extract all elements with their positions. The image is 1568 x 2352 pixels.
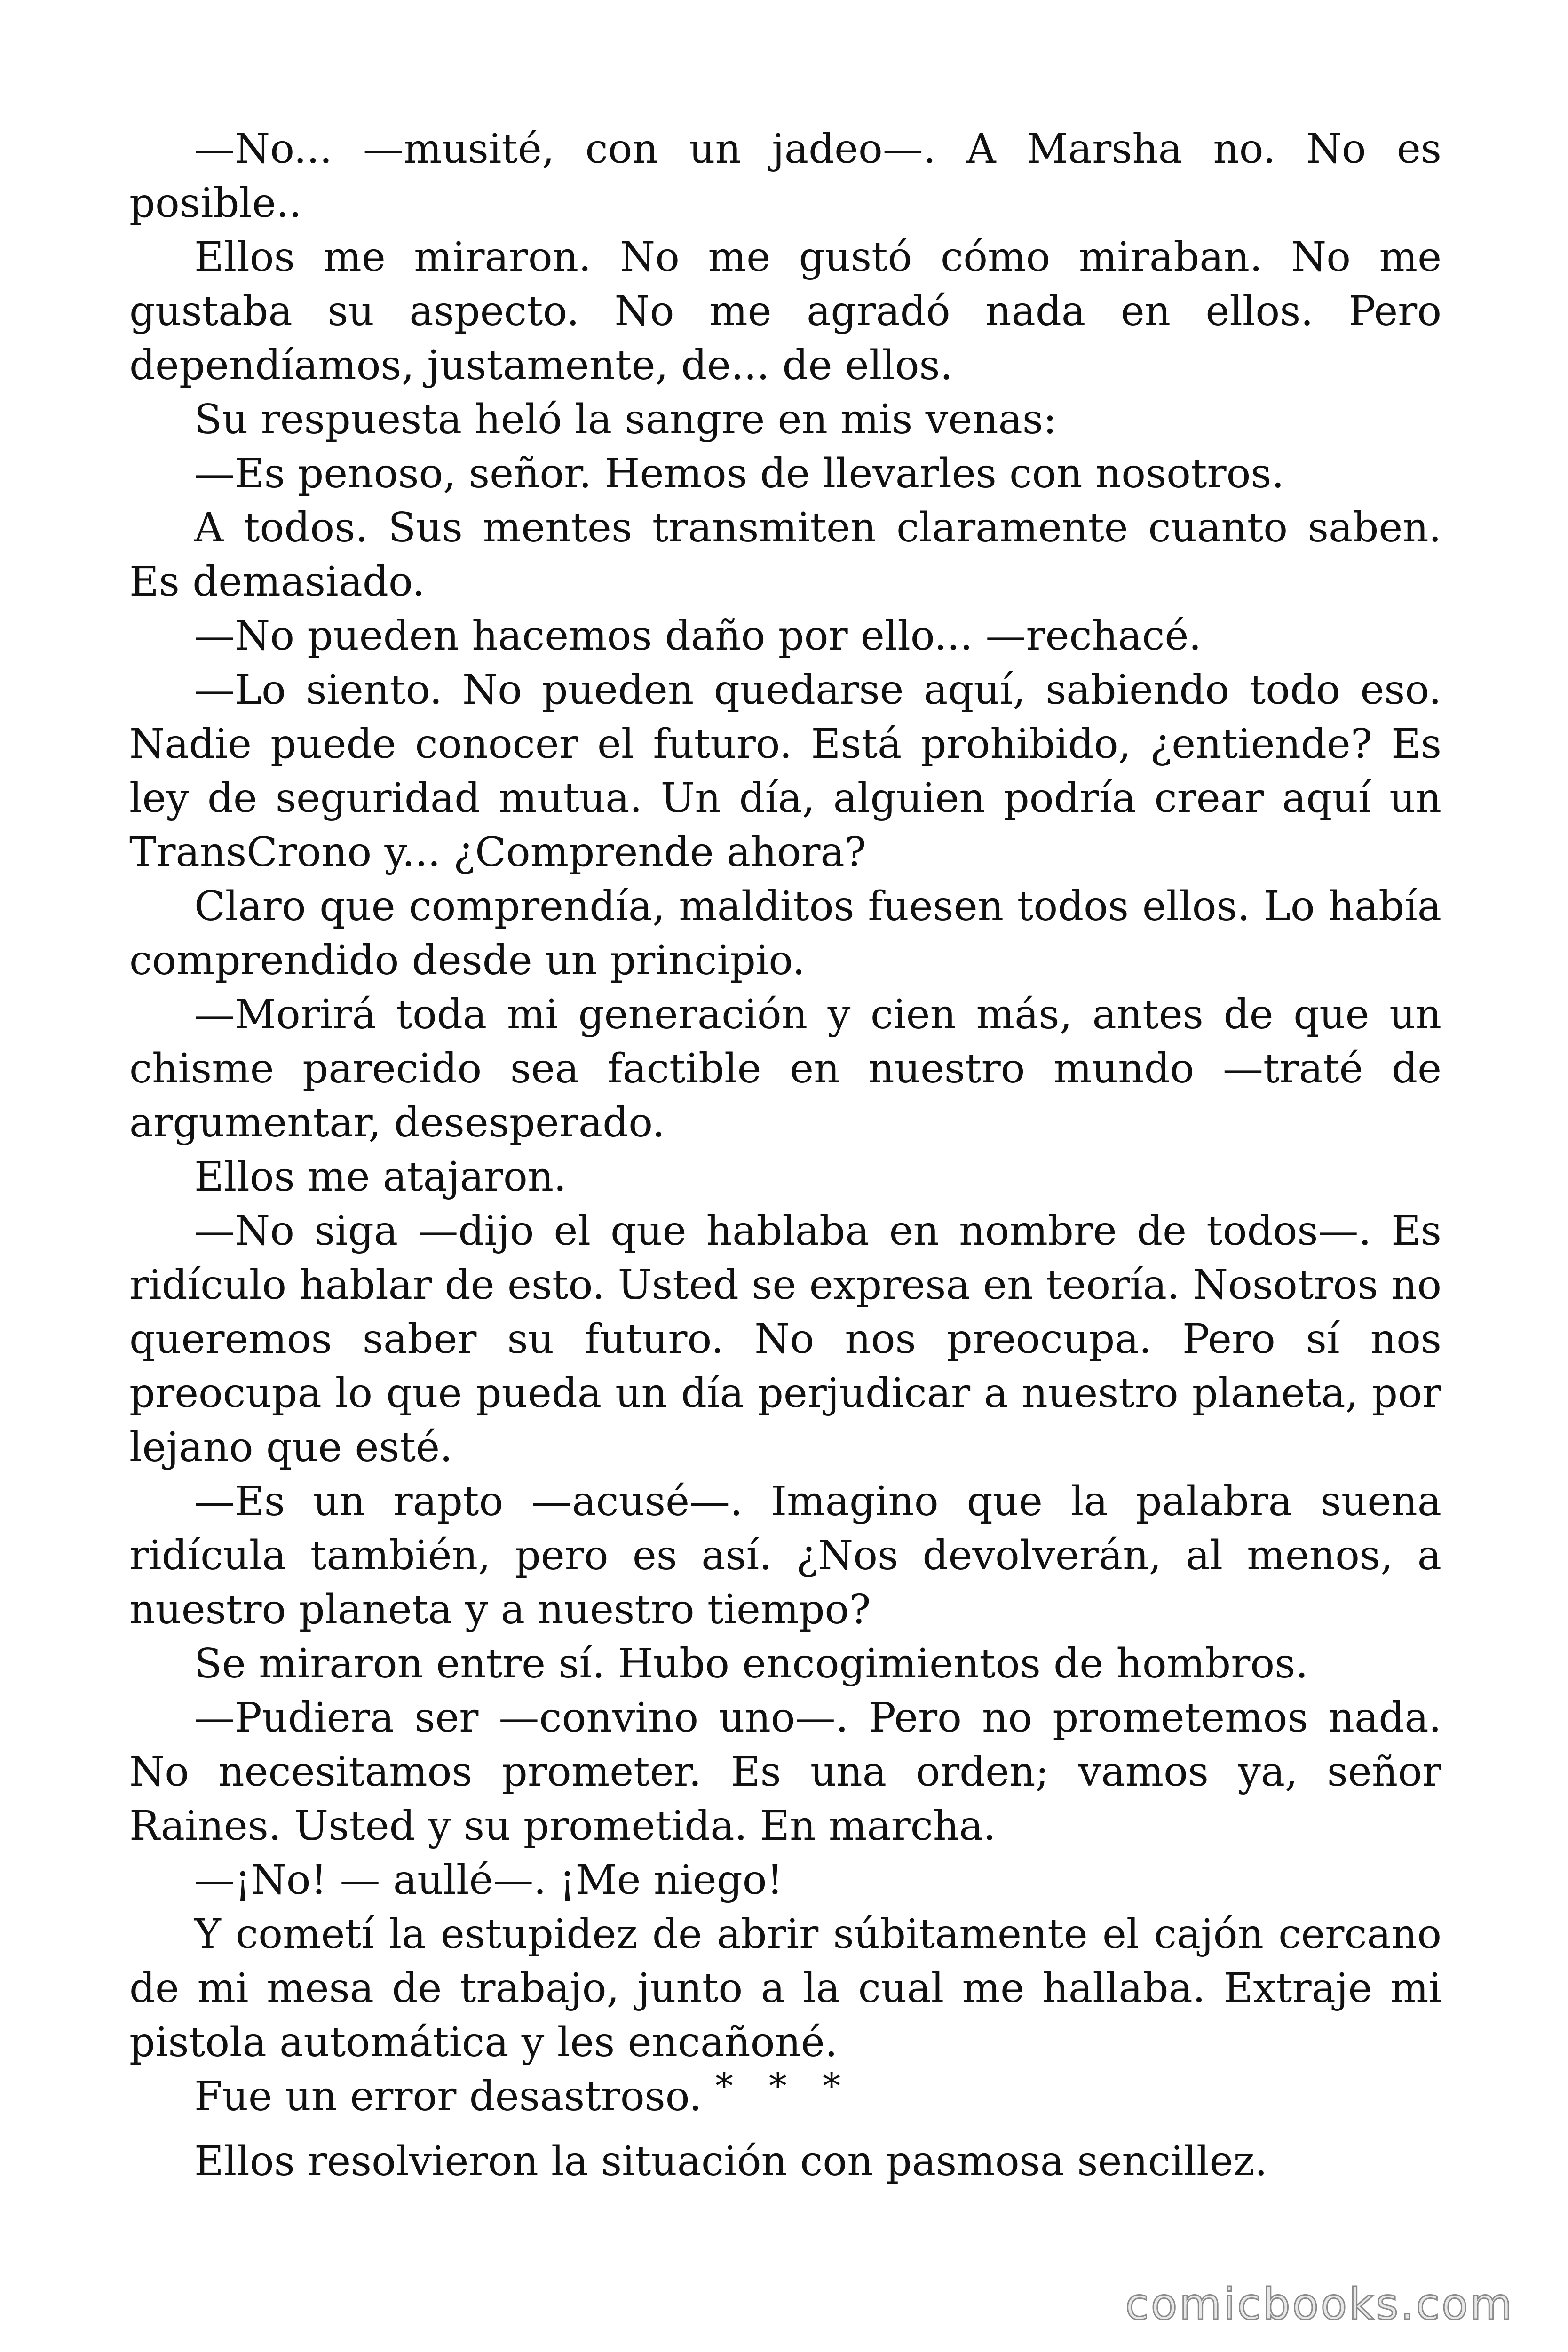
paragraph: —Es un rapto —acusé—. Imagino que la palabra suena ridícula también, pero es así. ¿Nos devolverán, al menos, a nuestro planeta y a nuestro tiempo? [129,1478,1441,1633]
paragraph: —No... —musité, con un jadeo—. A Marsha no. No es posible.. [129,126,1441,227]
section-separator: * * * [715,2065,853,2107]
paragraph: —Morirá toda mi generación y cien más, antes de que un chisme parecido sea factible en nuestro mundo —traté de argumentar, desesperado. [129,991,1441,1146]
paragraph: Ellos me atajaron. [194,1153,567,1200]
paragraph: Claro que comprendía, malditos fuesen todos ellos. Lo había comprendido desde un principio. [129,883,1441,984]
paragraph: —Pudiera ser —convino uno—. Pero no prometemos nada. No necesitamos prometer. Es una orden; vamos ya, señor Raines. Usted y su prometida. En marcha. [129,1694,1441,1850]
paragraph: —No siga —dijo el que hablaba en nombre de todos—. Es ridículo hablar de esto. Usted se expresa en teoría. Nosotros no queremos saber su futuro. No nos preocupa. Pero sí nos preocupa lo que pueda un día perjudicar a nuestro planeta, por lejano que esté. [129,1208,1441,1471]
paragraph: —Lo siento. No pueden quedarse aquí, sabiendo todo eso. Nadie puede conocer el futuro. Está prohibido, ¿entiende? Es ley de seguridad mutua. Un día, alguien podría crear aquí un TransCrono y... ¿Comprende ahora? [129,667,1441,876]
paragraph: Se miraron entre sí. Hubo encogimientos de hombros. [194,1640,1308,1687]
paragraph: —Es penoso, señor. Hemos de llevarles con nosotros. [194,450,1284,497]
paragraph: Fue un error desastroso. [194,2073,702,2120]
closing-text [129,2135,1441,2189]
paragraph: —No pueden hacemos daño por ello... —rechacé. [194,612,1202,660]
watermark: comicbooks.com [1125,2279,1514,2329]
paragraph: —¡No! — aullé—. ¡Me niego! [194,1857,784,1904]
closing-paragraph: Ellos resolvieron la situación con pasmosa sencillez. [194,2138,1268,2185]
main-text [129,122,1441,2124]
paragraph: Su respuesta heló la sangre en mis venas: [194,396,1057,443]
paragraph: A todos. Sus mentes transmiten claramente cuanto saben. Es demasiado. [129,504,1441,605]
paragraph: Ellos me miraron. No me gustó cómo miraban. No me gustaba su aspecto. No me agradó nada en ellos. Pero dependíamos, justamente, de... de ellos. [129,234,1441,389]
paragraph: Y cometí la estupidez de abrir súbitamente el cajón cercano de mi mesa de trabajo, junto a la cual me hallaba. Extraje mi pistola automática y les encañoné. [129,1911,1441,2066]
